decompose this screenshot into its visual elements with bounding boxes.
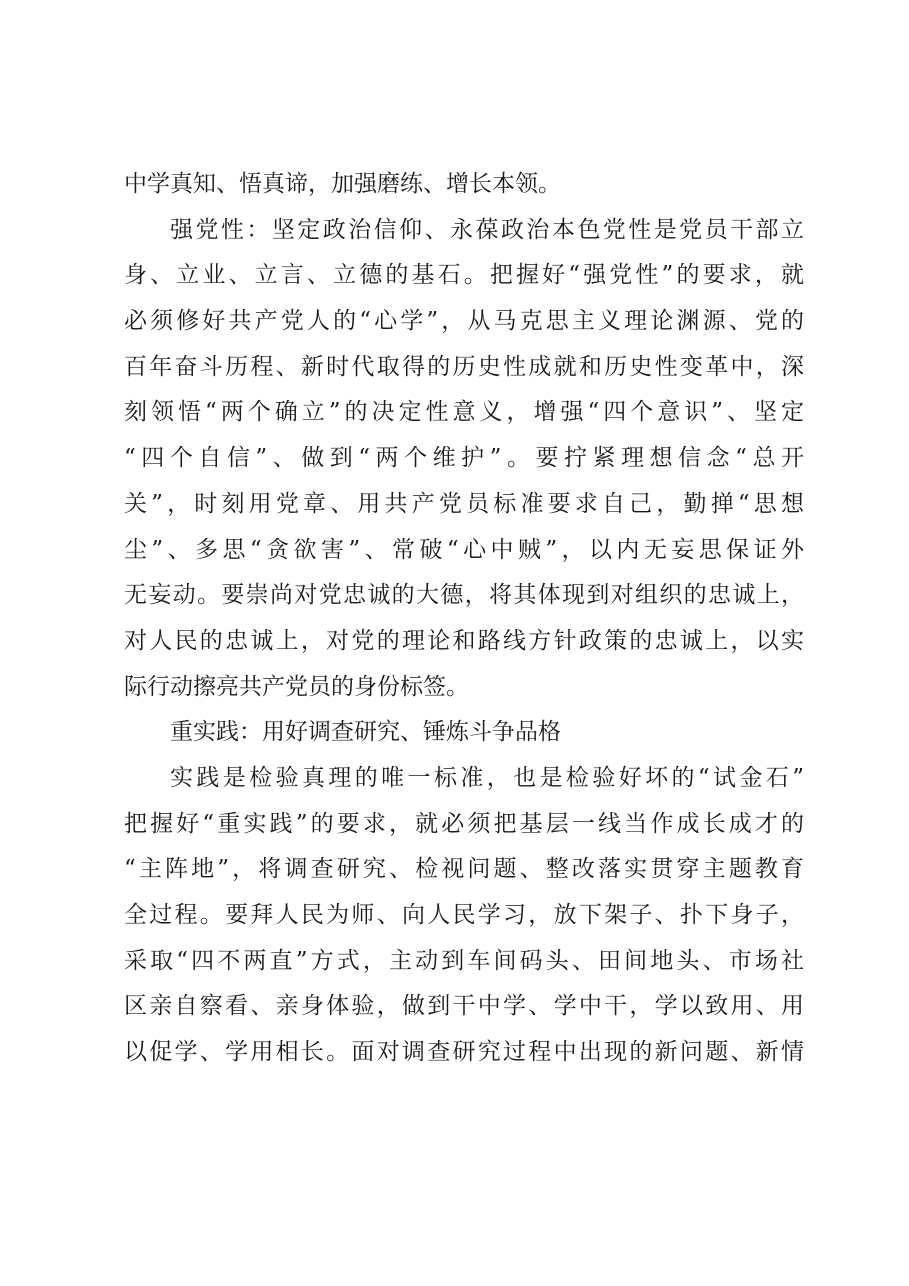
text-line: “四个自信”、做到“两个维护”。要拧紧理想信念“总开	[124, 445, 804, 472]
text-line: “主阵地”，将调查研究、检视问题、整改落实贯穿主题教育	[124, 856, 804, 883]
body-text	[124, 162, 804, 1076]
text-line: 区亲自察看、亲身体验，做到干中学、学中干，学以致用、用	[124, 993, 804, 1020]
text-line: 实践是检验真理的唯一标准，也是检验好坏的“试金石”	[170, 764, 804, 791]
text-line: 关”，时刻用党章、用共产党员标准要求自己，勤掸“思想	[124, 490, 804, 517]
text-line: 采取“四不两直”方式，主动到车间码头、田间地头、市场社	[124, 947, 804, 974]
text-line: 重实践：用好调查研究、锤炼斗争品格	[170, 719, 561, 746]
text-line: 对人民的忠诚上，对党的理论和路线方针政策的忠诚上，以实	[124, 627, 804, 654]
text-line: 百年奋斗历程、新时代取得的历史性成就和历史性变革中，深	[124, 353, 804, 380]
text-line: 中学真知、悟真谛，加强磨练、增长本领。	[124, 171, 561, 197]
text-line: 尘”、多思“贪欲害”、常破“心中贼”，以内无妄思保证外	[124, 536, 804, 563]
text-line: 无妄动。要崇尚对党忠诚的大德，将其体现到对组织的忠诚上，	[124, 582, 804, 609]
text-line: 际行动擦亮共产党员的身份标签。	[124, 673, 469, 700]
text-line: 强党性：坚定政治信仰、永葆政治本色党性是党员干部立	[170, 216, 804, 243]
text-line: 以促学、学用相长。面对调查研究过程中出现的新问题、新情	[124, 1039, 804, 1066]
text-line: 全过程。要拜人民为师、向人民学习，放下架子、扑下身子，	[124, 902, 804, 928]
text-line: 身、立业、立言、立德的基石。把握好“强党性”的要求，就	[124, 262, 804, 289]
text-line: 必须修好共产党人的“心学”，从马克思主义理论渊源、党的	[124, 308, 804, 335]
text-line: 刻领悟“两个确立”的决定性意义，增强“四个意识”、坚定	[124, 399, 804, 426]
text-line: 把握好“重实践”的要求，就必须把基层一线当作成长成才的	[124, 810, 804, 837]
